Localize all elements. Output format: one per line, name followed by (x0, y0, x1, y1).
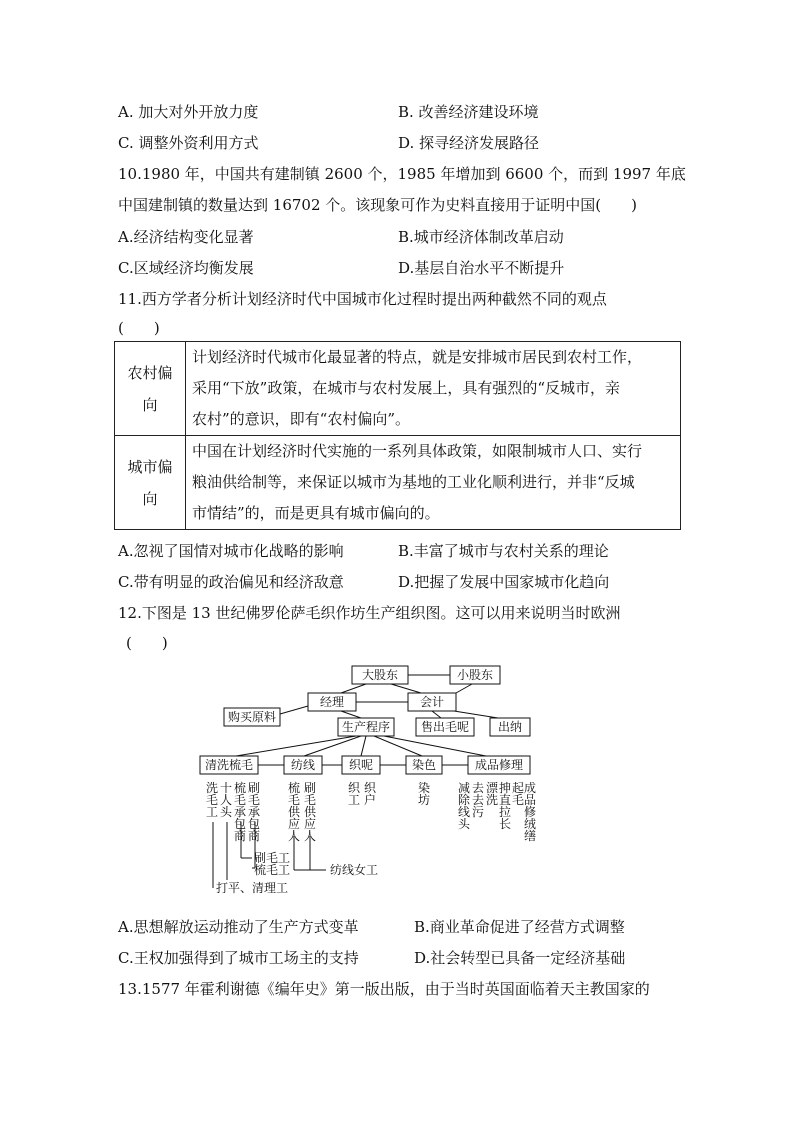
worker-column-v-brush-contractor: 刷毛承包商 (248, 781, 261, 843)
dyeing-label: 染色 (411, 758, 437, 772)
worker-column-v-stretch: 抻直拉长 (499, 781, 512, 831)
wash-comb-label: 清洗梳毛 (204, 758, 254, 772)
row-label: 农村偏 向 (115, 342, 186, 436)
flatten-clean-label: 打平、清理工 (216, 881, 289, 895)
buy-materials-label: 购买原料 (227, 710, 277, 724)
connector (454, 711, 498, 718)
row-text: 中国在计划经济时代实施的一系列具体政策，如限制城市人口、实行 粮油供给制等，来保证以城市为基地的工业化顺利进行，并非“反城 市情结”的，而是更具有城市偏向的。 (186, 436, 681, 530)
connector (391, 684, 421, 693)
q9-option-a: A. 加大对外开放力度 (118, 103, 259, 121)
q11-option-a: A.忽视了国情对城市化战略的影响 (118, 542, 344, 560)
small-shareholder-label: 小股东 (456, 668, 494, 682)
row-label: 城市偏 向 (115, 436, 186, 530)
table-row (115, 436, 681, 530)
q10-stem-line2: 中国建制镇的数量达到 16702 个。该现象可作为史料直接用于证明中国( ) (118, 196, 637, 214)
worker-column-v-dye-shop: 染坊 (418, 781, 431, 807)
q12-option-c: C.王权加强得到了城市工场主的支持 (118, 949, 359, 967)
q12-option-d: D.社会转型已具备一定经济基础 (414, 949, 626, 967)
wool-workshop-org-chart (196, 662, 556, 898)
worker-column-v-nap: 起毛 (512, 781, 525, 807)
connector (341, 711, 361, 718)
finishing-label: 成品修理 (474, 758, 524, 772)
q12-stem-line2: ( ) (126, 634, 168, 652)
q11-stem-line1: 11.西方学者分析计划经济时代中国城市化过程时提出两种截然不同的观点 (118, 290, 607, 308)
worker-column-v-brush-supplier: 刷毛供应人 (304, 781, 317, 843)
q11-option-d: D.把握了发展中国家城市化趋向 (398, 573, 610, 591)
q11-option-b: B.丰富了城市与农村关系的理论 (398, 542, 609, 560)
connector (280, 706, 308, 714)
worker-column-v-washers: 洗毛工 (206, 781, 219, 819)
brush-worker-label: 刷毛工 (254, 851, 291, 865)
worker-column-v-bleach: 漂洗 (486, 781, 499, 807)
org-chart-svg (196, 662, 556, 898)
connector (304, 736, 361, 756)
q13-stem-line1: 13.1577 年霍利谢德《编年史》第一版出版，由于当时英国面临着天主教国家的 (118, 980, 650, 998)
q11-views-table (114, 341, 681, 530)
q9-option-b: B. 改善经济建设环境 (398, 103, 539, 121)
connector (432, 711, 441, 718)
worker-column-v-comb-supplier: 梳毛供应人 (288, 781, 301, 843)
q12-stem-line1: 12.下图是 13 世纪佛罗伦萨毛织作坊生产组织图。这可以用来说明当时欧洲 (118, 604, 621, 622)
q10-option-a: A.经济结构变化显著 (118, 228, 254, 246)
q10-stem-line1: 10.1980 年，中国共有建制镇 2600 个，1985 年增加到 6600 个，而到 1997 年底 (118, 165, 686, 183)
spinning-label: 纺线 (290, 758, 316, 772)
worker-column-v-trim-thread: 减除线头 (458, 781, 471, 831)
production-label: 生产程序 (341, 720, 391, 734)
q9-option-c: C. 调整外资利用方式 (118, 134, 259, 152)
weaving-label: 织呢 (348, 758, 374, 772)
worker-column-v-comb-contractor: 梳毛承包商 (234, 781, 247, 843)
q10-option-c: C.区域经济均衡发展 (118, 259, 254, 277)
table-row (115, 342, 681, 436)
q12-option-a: A.思想解放运动推动了生产方式变革 (118, 918, 359, 936)
worker-columns (206, 780, 536, 843)
comb-worker-label: 梳毛工 (254, 863, 291, 877)
worker-column-v-household: 织户 (364, 781, 377, 807)
q11-option-c: C.带有明显的政治偏见和经济敌意 (118, 573, 344, 591)
worker-column-v-finish-velvet: 成品修绒缮 (524, 781, 537, 843)
sell-wool-label: 售出毛呢 (420, 720, 470, 734)
q10-option-b: B.城市经济体制改革启动 (398, 228, 564, 246)
accountant-label: 会计 (419, 695, 445, 709)
worker-column-v-weaver: 织工 (348, 781, 361, 807)
connector (236, 736, 356, 756)
q9-option-d: D. 探寻经济发展路径 (398, 134, 540, 152)
manager-label: 经理 (319, 695, 345, 709)
spin-worker-label: 纺线女工 (330, 863, 379, 877)
big-shareholder-label: 大股东 (361, 668, 399, 682)
q10-option-d: D.基层自治水平不断提升 (398, 259, 565, 277)
cashier-label: 出纳 (497, 720, 523, 734)
connector (341, 684, 366, 693)
connector (456, 684, 472, 693)
row-text: 计划经济时代城市化最显著的特点，就是安排城市居民到农村工作， 采用“下放”政策，在城市与农村发展上，具有强烈的“反城市，亲 农村”的意识，即有“农村偏向”。 (186, 342, 681, 436)
connector (361, 736, 366, 756)
worker-column-v-remove-dirt: 去去污 (472, 781, 485, 819)
q12-option-b: B.商业革命促进了经营方式调整 (414, 918, 625, 936)
q11-stem-line2: ( ) (118, 319, 160, 337)
worker-column-v-foremen: 十人头 (220, 781, 233, 819)
